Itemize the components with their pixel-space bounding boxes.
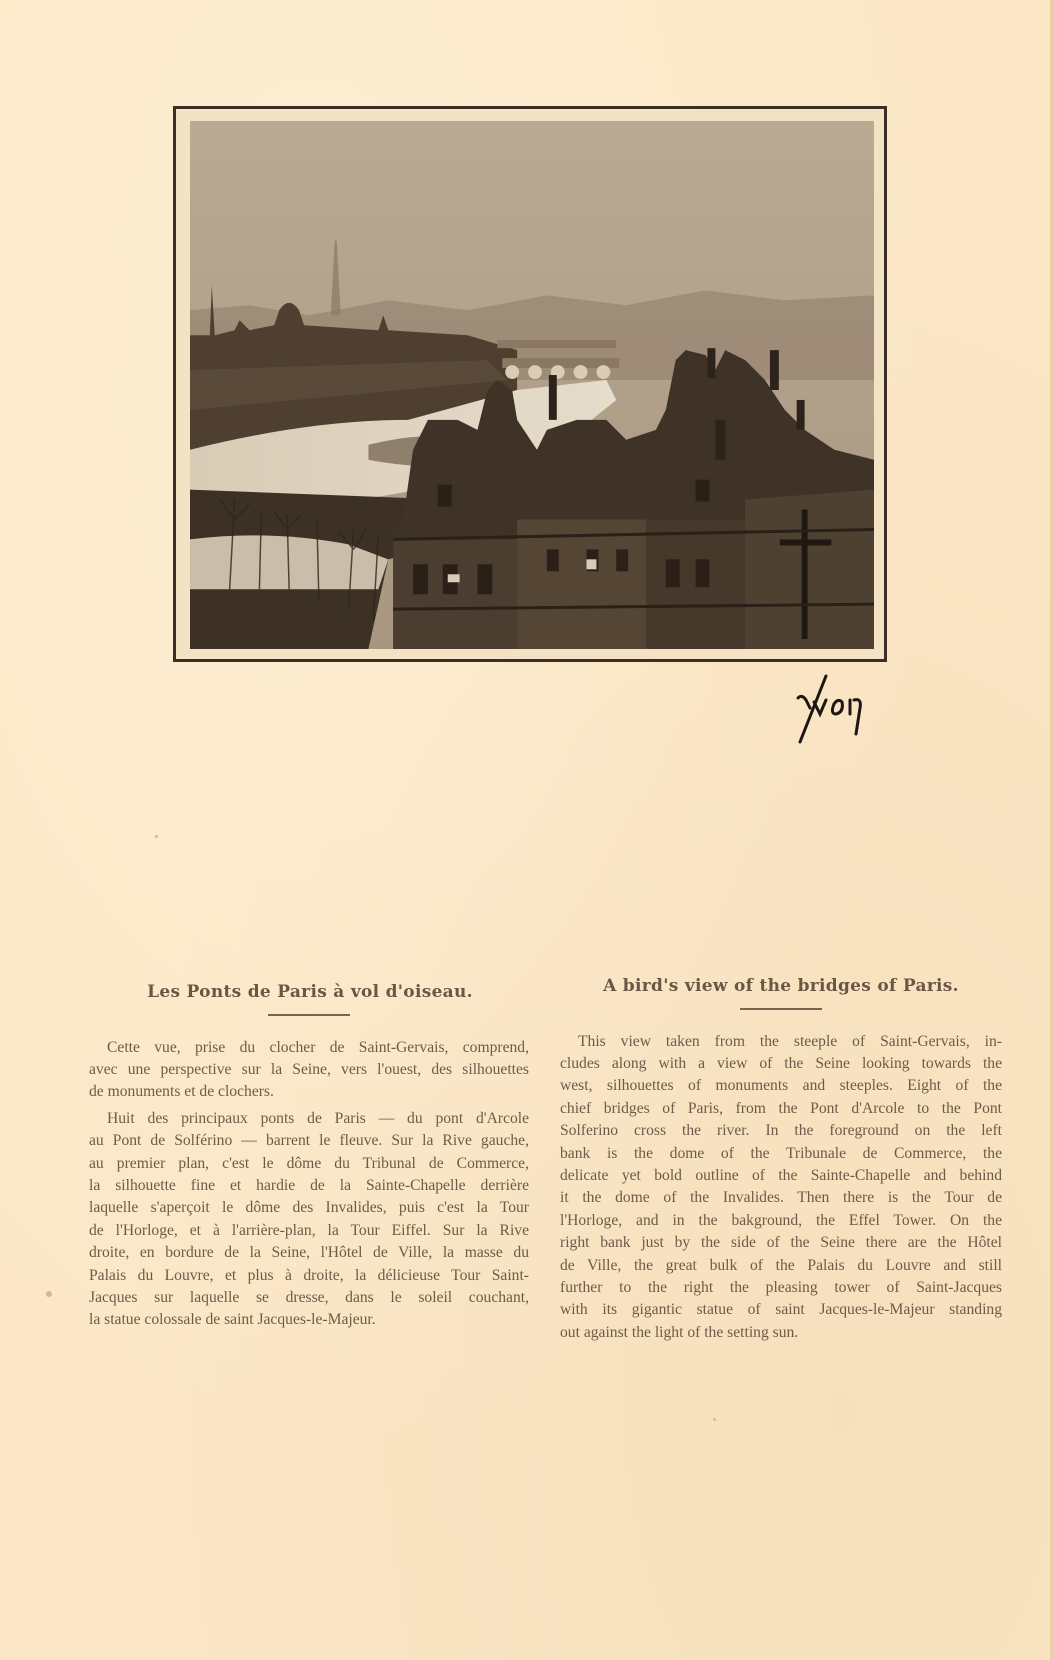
text-line: de l'Horloge, et à l'arrière-plan, la Tour Eiffel. Sur la Rive — [89, 1221, 529, 1239]
text-line: out against the light of the setting sun. — [560, 1323, 799, 1341]
text-line: delicate yet bold outline of the Sainte-Chapelle and behind — [560, 1166, 1002, 1184]
english-title: A bird's view of the bridges of Paris. — [603, 976, 959, 996]
title-divider — [268, 1014, 350, 1016]
text-line: au premier plan, c'est le dôme du Tribunal de Commerce, — [89, 1154, 529, 1172]
paper-speck — [155, 835, 158, 838]
artist-signature — [790, 668, 900, 748]
text-line: Cette vue, prise du clocher de Saint-Gervais, comprend, — [107, 1038, 529, 1056]
text-line: further to the right the pleasing tower of Saint-Jacques — [560, 1278, 1002, 1296]
text-line: avec une perspective sur la Seine, vers l'ouest, des silhouettes — [89, 1060, 529, 1078]
french-column — [89, 982, 529, 1332]
text-line: Solferino cross the river. In the foreground on the left — [560, 1122, 1002, 1140]
title-divider — [740, 1008, 822, 1010]
french-title: Les Ponts de Paris à vol d'oiseau. — [147, 982, 473, 1002]
french-body — [89, 1037, 529, 1332]
photo-frame — [173, 106, 887, 662]
paris-skyline-illustration — [190, 121, 874, 649]
text-line: cludes along with a view of the Seine looking towards the — [560, 1054, 1002, 1072]
paper-speck — [713, 1418, 716, 1421]
paris-bridges-photo — [190, 121, 874, 649]
text-line: laquelle s'aperçoit le dôme des Invalides, puis c'est la Tour — [89, 1199, 529, 1217]
text-line: l'Horloge, and in the bakground, the Effel Tower. On the — [560, 1211, 1002, 1229]
text-line: Jacques sur laquelle se dresse, dans le soleil couchant, — [89, 1288, 529, 1306]
text-line: au Pont de Solférino — barrent le fleuve. Sur la Rive gauche, — [89, 1132, 529, 1150]
paper-speck — [46, 1291, 52, 1297]
text-line: la silhouette fine et hardie de la Sainte-Chapelle derrière — [89, 1176, 529, 1194]
text-line: west, silhouettes of monuments and steeples. Eight of the — [560, 1077, 1002, 1095]
english-body — [560, 1031, 1002, 1345]
text-line: de monuments et de clochers. — [89, 1083, 274, 1101]
text-line: droite, en bordure de la Seine, l'Hôtel de Ville, la masse du — [89, 1244, 529, 1262]
english-column — [560, 976, 1002, 1344]
text-line: This view taken from the steeple of Saint-Gervais, in- — [578, 1032, 1002, 1050]
text-line: de Ville, the great bulk of the Palais du Louvre and still — [560, 1256, 1002, 1274]
text-line: Huit des principaux ponts de Paris — du pont d'Arcole — [107, 1109, 529, 1127]
text-line: la statue colossale de saint Jacques-le-Majeur. — [89, 1311, 376, 1329]
text-line: right bank just by the side of the Seine there are the Hôtel — [560, 1234, 1002, 1252]
text-line: with its gigantic statue of saint Jacques-le-Majeur standing — [560, 1301, 1002, 1319]
text-line: chief bridges of Paris, from the Pont d'Arcole to the Pont — [560, 1099, 1002, 1117]
text-line: it the dome of the Invalides. Then there is the Tour de — [560, 1189, 1002, 1207]
text-line: Palais du Louvre, et plus à droite, la délicieuse Tour Saint- — [89, 1266, 529, 1284]
text-line: bank is the dome of the Tribunale de Commerce, the — [560, 1144, 1002, 1162]
